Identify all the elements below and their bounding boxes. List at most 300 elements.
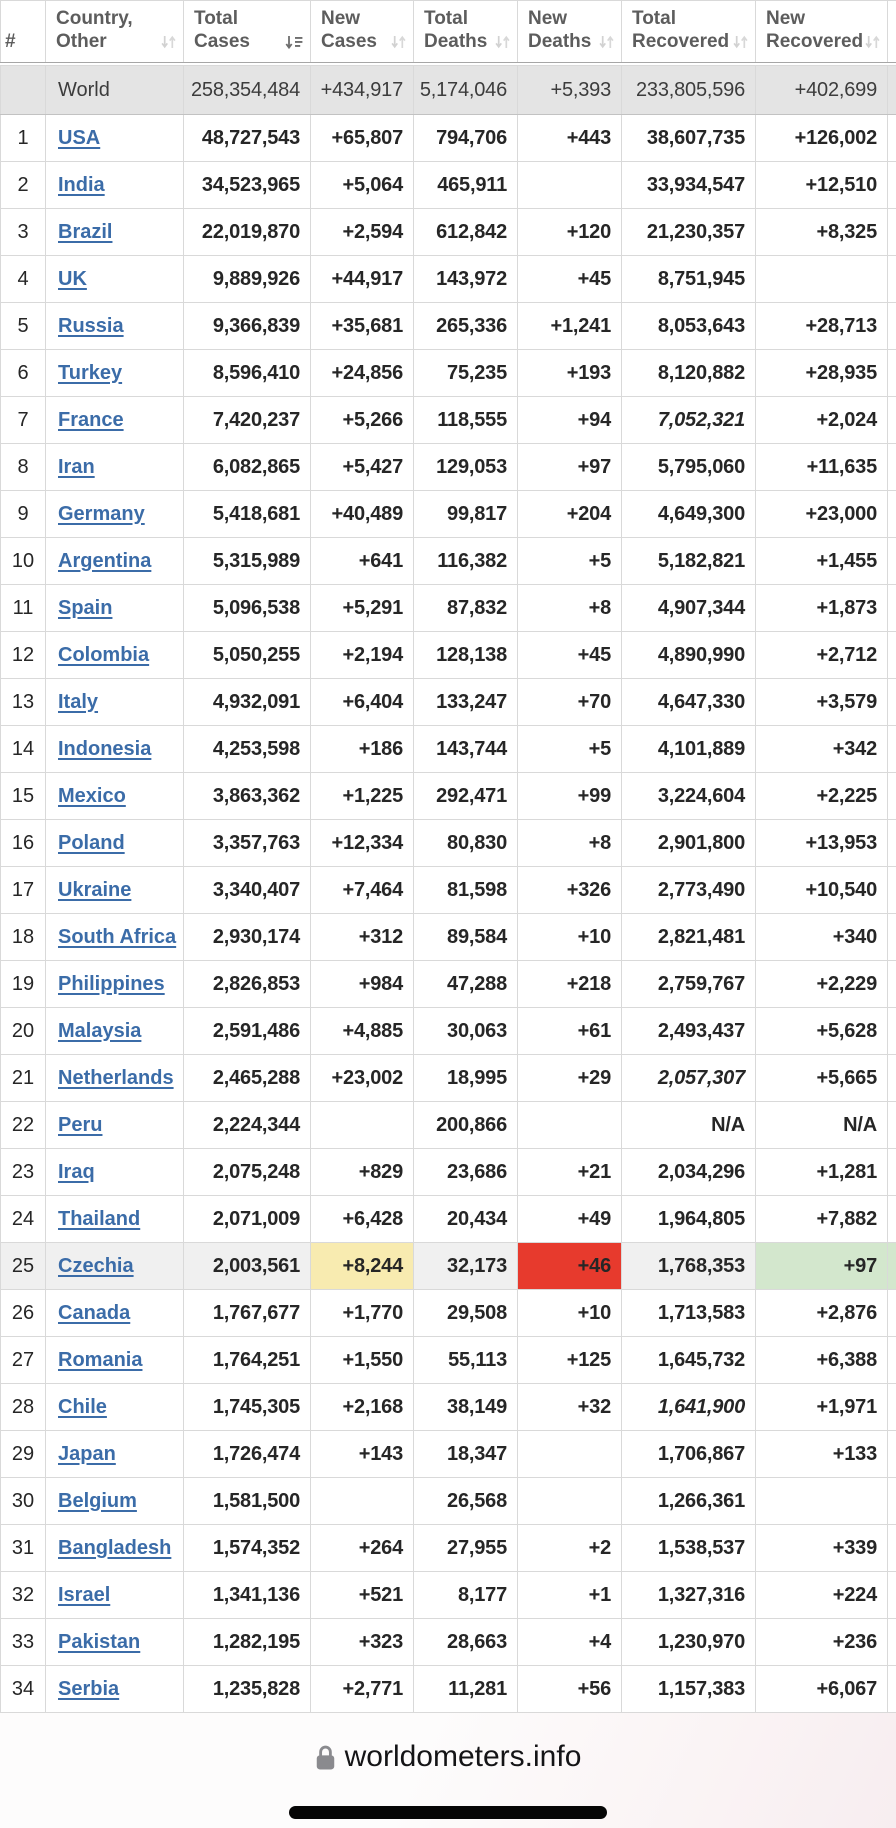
country-cell: [46, 585, 184, 632]
rank-cell: 13: [1, 679, 46, 726]
country-link[interactable]: Malaysia: [58, 1019, 142, 1042]
country-link[interactable]: Italy: [58, 690, 99, 713]
table-row: [1, 1619, 896, 1666]
table-row: [1, 397, 896, 444]
total-recovered-cell: 4,907,344: [622, 585, 756, 632]
world-total-section: [1, 63, 896, 115]
table-row: [1, 914, 896, 961]
country-cell: [46, 66, 184, 115]
total-cases-cell: 4,253,598: [184, 726, 311, 773]
edge-strip-cell: [888, 1290, 896, 1337]
country-link[interactable]: South Africa: [58, 925, 177, 948]
country-link[interactable]: Czechia: [58, 1254, 134, 1277]
total-recovered-cell: 1,706,867: [622, 1431, 756, 1478]
country-link[interactable]: Bangladesh: [58, 1536, 172, 1559]
total-deaths-cell: 55,113: [414, 1337, 518, 1384]
rank-cell: 34: [1, 1666, 46, 1713]
country-link[interactable]: Serbia: [58, 1677, 120, 1700]
country-rows-section: [1, 115, 896, 1713]
country-cell: [46, 1666, 184, 1713]
table-row: [1, 444, 896, 491]
new-recovered-cell: +2,024: [756, 397, 888, 444]
edge-strip-cell: [888, 867, 896, 914]
sort-toggle-icon[interactable]: [732, 34, 749, 50]
new-cases-cell: +521: [311, 1572, 414, 1619]
total-deaths-cell: 18,995: [414, 1055, 518, 1102]
country-link[interactable]: Brazil: [58, 220, 113, 243]
new-cases-cell: [311, 1102, 414, 1149]
new-cases-cell: +44,917: [311, 256, 414, 303]
total-cases-cell: 3,357,763: [184, 820, 311, 867]
country-cell: [46, 1196, 184, 1243]
total-deaths-cell: 128,138: [414, 632, 518, 679]
country-link[interactable]: Colombia: [58, 643, 150, 666]
edge-strip-cell: [888, 397, 896, 444]
rank-cell: 20: [1, 1008, 46, 1055]
edge-strip-cell: [888, 914, 896, 961]
column-header[interactable]: Country, Other: [46, 1, 184, 63]
edge-strip-cell: [888, 303, 896, 350]
country-cell: [46, 1572, 184, 1619]
new-deaths-cell: +99: [518, 773, 622, 820]
table-row: [1, 303, 896, 350]
rank-cell: 29: [1, 1431, 46, 1478]
new-cases-cell: +5,064: [311, 162, 414, 209]
new-cases-cell: +434,917: [311, 66, 414, 115]
new-recovered-cell: +1,455: [756, 538, 888, 585]
table-row: [1, 162, 896, 209]
rank-cell: 18: [1, 914, 46, 961]
new-recovered-cell: +10,540: [756, 867, 888, 914]
total-cases-cell: 3,340,407: [184, 867, 311, 914]
table-row: [1, 115, 896, 162]
total-recovered-cell: 1,768,353: [622, 1243, 756, 1290]
table-header: [1, 1, 896, 63]
url-bar[interactable]: [315, 1740, 582, 1774]
edge-strip-cell: [888, 1431, 896, 1478]
new-deaths-cell: +2: [518, 1525, 622, 1572]
new-recovered-cell: +2,712: [756, 632, 888, 679]
total-recovered-cell: 8,120,882: [622, 350, 756, 397]
column-header[interactable]: Total Deaths: [414, 1, 518, 63]
total-cases-cell: 2,826,853: [184, 961, 311, 1008]
rank-cell: [1, 66, 46, 115]
country-link[interactable]: Iran: [58, 455, 95, 478]
table-row: [1, 1149, 896, 1196]
sort-toggle-icon[interactable]: [160, 34, 177, 50]
total-deaths-cell: 27,955: [414, 1525, 518, 1572]
edge-strip-cell: [888, 1384, 896, 1431]
sort-toggle-icon[interactable]: [494, 34, 511, 50]
rank-cell: 5: [1, 303, 46, 350]
total-recovered-cell: 5,795,060: [622, 444, 756, 491]
new-cases-cell: +2,194: [311, 632, 414, 679]
total-cases-cell: 3,863,362: [184, 773, 311, 820]
rank-cell: 27: [1, 1337, 46, 1384]
edge-strip-cell: [888, 820, 896, 867]
country-link[interactable]: Romania: [58, 1348, 143, 1371]
total-deaths-cell: 5,174,046: [414, 66, 518, 115]
total-deaths-cell: 29,508: [414, 1290, 518, 1337]
new-deaths-cell: +10: [518, 914, 622, 961]
edge-strip-cell: [888, 1243, 896, 1290]
new-deaths-cell: +1: [518, 1572, 622, 1619]
new-recovered-cell: +402,699: [756, 66, 888, 115]
edge-strip-cell: [888, 444, 896, 491]
new-cases-cell: +40,489: [311, 491, 414, 538]
total-deaths-cell: 38,149: [414, 1384, 518, 1431]
edge-strip-cell: [888, 1666, 896, 1713]
country-link[interactable]: Spain: [58, 596, 113, 619]
new-deaths-cell: +8: [518, 585, 622, 632]
table-row: [1, 1572, 896, 1619]
new-recovered-cell: +28,935: [756, 350, 888, 397]
total-recovered-cell: 1,230,970: [622, 1619, 756, 1666]
total-recovered-cell: 1,266,361: [622, 1478, 756, 1525]
country-link[interactable]: India: [58, 173, 105, 196]
home-indicator[interactable]: [289, 1806, 607, 1819]
country-link[interactable]: Russia: [58, 314, 124, 337]
new-deaths-cell: +32: [518, 1384, 622, 1431]
new-recovered-cell: +6,388: [756, 1337, 888, 1384]
rank-cell: 28: [1, 1384, 46, 1431]
rank-cell: 30: [1, 1478, 46, 1525]
new-recovered-cell: [756, 1478, 888, 1525]
total-cases-cell: 5,418,681: [184, 491, 311, 538]
country-link[interactable]: Mexico: [58, 784, 126, 807]
country-link[interactable]: Israel: [58, 1583, 111, 1606]
country-cell: [46, 1478, 184, 1525]
world-total-row: [1, 66, 896, 115]
country-cell: [46, 914, 184, 961]
new-recovered-cell: +126,002: [756, 115, 888, 162]
new-deaths-cell: +5: [518, 726, 622, 773]
new-cases-cell: +1,770: [311, 1290, 414, 1337]
rank-cell: 32: [1, 1572, 46, 1619]
country-link[interactable]: Germany: [58, 502, 145, 525]
country-link[interactable]: Pakistan: [58, 1630, 141, 1653]
table-row: [1, 538, 896, 585]
rank-cell: 24: [1, 1196, 46, 1243]
country-cell: [46, 1525, 184, 1572]
total-cases-cell: 5,096,538: [184, 585, 311, 632]
new-cases-cell: +24,856: [311, 350, 414, 397]
new-recovered-cell: +340: [756, 914, 888, 961]
total-deaths-cell: 143,972: [414, 256, 518, 303]
total-recovered-cell: 2,493,437: [622, 1008, 756, 1055]
total-cases-cell: 1,764,251: [184, 1337, 311, 1384]
rank-cell: 16: [1, 820, 46, 867]
country-cell: [46, 1243, 184, 1290]
new-cases-cell: +6,428: [311, 1196, 414, 1243]
new-deaths-cell: +193: [518, 350, 622, 397]
edge-strip-cell: [888, 1102, 896, 1149]
new-recovered-cell: +8,325: [756, 209, 888, 256]
rank-cell: 9: [1, 491, 46, 538]
new-recovered-cell: +11,635: [756, 444, 888, 491]
edge-strip-cell: [888, 1478, 896, 1525]
total-deaths-cell: 87,832: [414, 585, 518, 632]
total-cases-cell: 9,889,926: [184, 256, 311, 303]
column-header[interactable]: New Recovered: [756, 1, 888, 63]
new-deaths-cell: +204: [518, 491, 622, 538]
table-row: [1, 256, 896, 303]
total-deaths-cell: 89,584: [414, 914, 518, 961]
country-cell: [46, 1337, 184, 1384]
table-row: [1, 1196, 896, 1243]
country-link[interactable]: France: [58, 408, 124, 431]
new-recovered-cell: +28,713: [756, 303, 888, 350]
total-recovered-cell: 7,052,321: [622, 397, 756, 444]
new-deaths-cell: +10: [518, 1290, 622, 1337]
total-recovered-cell: N/A: [622, 1102, 756, 1149]
new-recovered-cell: +224: [756, 1572, 888, 1619]
edge-strip-cell: [888, 209, 896, 256]
total-cases-cell: 1,767,677: [184, 1290, 311, 1337]
new-recovered-cell: +1,873: [756, 585, 888, 632]
new-deaths-cell: +1,241: [518, 303, 622, 350]
total-recovered-cell: 4,649,300: [622, 491, 756, 538]
edge-strip-cell: [888, 585, 896, 632]
total-recovered-cell: 4,890,990: [622, 632, 756, 679]
new-cases-cell: +1,225: [311, 773, 414, 820]
country-link[interactable]: Argentina: [58, 549, 152, 572]
country-cell: [46, 1290, 184, 1337]
edge-strip-cell: [888, 1008, 896, 1055]
edge-strip-cell: [888, 1055, 896, 1102]
new-cases-cell: +829: [311, 1149, 414, 1196]
total-recovered-cell: 38,607,735: [622, 115, 756, 162]
table-row: [1, 1055, 896, 1102]
table-row: [1, 491, 896, 538]
column-header[interactable]: Total Recovered: [622, 1, 756, 63]
total-deaths-cell: 465,911: [414, 162, 518, 209]
total-cases-cell: 22,019,870: [184, 209, 311, 256]
country-cell: [46, 961, 184, 1008]
new-recovered-cell: +97: [756, 1243, 888, 1290]
new-cases-cell: +186: [311, 726, 414, 773]
new-cases-cell: +641: [311, 538, 414, 585]
new-recovered-cell: N/A: [756, 1102, 888, 1149]
table-row: [1, 1008, 896, 1055]
new-deaths-cell: +97: [518, 444, 622, 491]
total-recovered-cell: 1,641,900: [622, 1384, 756, 1431]
table-row: [1, 209, 896, 256]
total-cases-cell: 2,224,344: [184, 1102, 311, 1149]
new-cases-cell: +6,404: [311, 679, 414, 726]
country-cell: [46, 209, 184, 256]
new-cases-cell: [311, 1478, 414, 1525]
total-cases-cell: 8,596,410: [184, 350, 311, 397]
table-row: [1, 726, 896, 773]
total-deaths-cell: 99,817: [414, 491, 518, 538]
table-row: [1, 632, 896, 679]
country-link[interactable]: Chile: [58, 1395, 107, 1418]
total-deaths-cell: 11,281: [414, 1666, 518, 1713]
country-link[interactable]: Philippines: [58, 972, 165, 995]
total-cases-cell: 34,523,965: [184, 162, 311, 209]
new-cases-cell: +7,464: [311, 867, 414, 914]
new-cases-cell: +5,291: [311, 585, 414, 632]
country-cell: [46, 1384, 184, 1431]
new-recovered-cell: +1,971: [756, 1384, 888, 1431]
country-cell: [46, 162, 184, 209]
new-deaths-cell: +29: [518, 1055, 622, 1102]
total-cases-cell: 6,082,865: [184, 444, 311, 491]
country-link[interactable]: USA: [58, 126, 101, 149]
rank-cell: 2: [1, 162, 46, 209]
table-row: [1, 1478, 896, 1525]
new-deaths-cell: [518, 1431, 622, 1478]
edge-strip-cell: [888, 491, 896, 538]
country-link[interactable]: Netherlands: [58, 1066, 174, 1089]
sort-toggle-icon[interactable]: [864, 34, 881, 50]
sort-active-icon[interactable]: [284, 34, 304, 50]
total-recovered-cell: 4,647,330: [622, 679, 756, 726]
new-deaths-cell: +443: [518, 115, 622, 162]
country-link[interactable]: Poland: [58, 831, 125, 854]
total-cases-cell: 7,420,237: [184, 397, 311, 444]
table-row: [1, 961, 896, 1008]
country-cell: [46, 491, 184, 538]
country-link[interactable]: Iraq: [58, 1160, 95, 1183]
table-row: [1, 773, 896, 820]
new-cases-cell: +143: [311, 1431, 414, 1478]
country-cell: [46, 1008, 184, 1055]
total-cases-cell: 2,591,486: [184, 1008, 311, 1055]
rank-cell: 8: [1, 444, 46, 491]
rank-cell: 25: [1, 1243, 46, 1290]
edge-strip-cell: [888, 538, 896, 585]
edge-strip-cell: [888, 1619, 896, 1666]
rank-cell: 31: [1, 1525, 46, 1572]
total-deaths-cell: 20,434: [414, 1196, 518, 1243]
country-link[interactable]: UK: [58, 267, 87, 290]
total-recovered-cell: 1,157,383: [622, 1666, 756, 1713]
total-cases-cell: 2,930,174: [184, 914, 311, 961]
rank-cell: 23: [1, 1149, 46, 1196]
total-deaths-cell: 143,744: [414, 726, 518, 773]
browser-bottom-bar: [0, 1713, 896, 1828]
country-link[interactable]: Canada: [58, 1301, 131, 1324]
new-recovered-cell: [756, 256, 888, 303]
new-cases-cell: +5,266: [311, 397, 414, 444]
edge-strip-cell: [888, 679, 896, 726]
total-recovered-cell: 3,224,604: [622, 773, 756, 820]
country-cell: [46, 820, 184, 867]
total-deaths-cell: 28,663: [414, 1619, 518, 1666]
new-deaths-cell: +326: [518, 867, 622, 914]
rank-cell: 10: [1, 538, 46, 585]
edge-strip-cell: [888, 350, 896, 397]
new-deaths-cell: +120: [518, 209, 622, 256]
country-link[interactable]: Ukraine: [58, 878, 132, 901]
new-deaths-cell: +125: [518, 1337, 622, 1384]
country-link[interactable]: Peru: [58, 1113, 103, 1136]
total-deaths-cell: 26,568: [414, 1478, 518, 1525]
new-cases-cell: +2,594: [311, 209, 414, 256]
new-recovered-cell: +7,882: [756, 1196, 888, 1243]
column-header[interactable]: New Cases: [311, 1, 414, 63]
country-cell: [46, 115, 184, 162]
column-header[interactable]: New Deaths: [518, 1, 622, 63]
edge-strip-cell: [888, 66, 896, 115]
new-cases-cell: +4,885: [311, 1008, 414, 1055]
new-deaths-cell: +5,393: [518, 66, 622, 115]
total-recovered-cell: 1,645,732: [622, 1337, 756, 1384]
new-deaths-cell: +94: [518, 397, 622, 444]
country-link[interactable]: Belgium: [58, 1489, 137, 1512]
new-recovered-cell: +1,281: [756, 1149, 888, 1196]
total-deaths-cell: 23,686: [414, 1149, 518, 1196]
country-link[interactable]: Japan: [58, 1442, 116, 1465]
url-domain-text: worldometers.info: [344, 1740, 582, 1773]
edge-strip-cell: [888, 726, 896, 773]
new-deaths-cell: +56: [518, 1666, 622, 1713]
sort-toggle-icon[interactable]: [390, 34, 407, 50]
new-recovered-cell: +339: [756, 1525, 888, 1572]
total-deaths-cell: 200,866: [414, 1102, 518, 1149]
new-cases-cell: +2,771: [311, 1666, 414, 1713]
table-row: [1, 1102, 896, 1149]
new-cases-cell: +65,807: [311, 115, 414, 162]
country-cell: [46, 679, 184, 726]
total-recovered-cell: 2,034,296: [622, 1149, 756, 1196]
edge-strip-cell: [888, 1149, 896, 1196]
total-cases-cell: 2,465,288: [184, 1055, 311, 1102]
new-recovered-cell: +2,229: [756, 961, 888, 1008]
total-deaths-cell: 116,382: [414, 538, 518, 585]
total-deaths-cell: 81,598: [414, 867, 518, 914]
total-deaths-cell: 32,173: [414, 1243, 518, 1290]
total-cases-cell: 2,003,561: [184, 1243, 311, 1290]
total-recovered-cell: 8,053,643: [622, 303, 756, 350]
total-cases-cell: 2,075,248: [184, 1149, 311, 1196]
rank-cell: 19: [1, 961, 46, 1008]
column-header[interactable]: Total Cases: [184, 1, 311, 63]
table-row: [1, 1525, 896, 1572]
edge-strip-cell: [888, 1525, 896, 1572]
country-cell: [46, 444, 184, 491]
country-link[interactable]: Thailand: [58, 1207, 141, 1230]
lock-icon: [315, 1744, 336, 1771]
column-header: [888, 1, 896, 63]
country-link[interactable]: Indonesia: [58, 737, 152, 760]
total-deaths-cell: 133,247: [414, 679, 518, 726]
country-cell: [46, 773, 184, 820]
total-cases-cell: 1,581,500: [184, 1478, 311, 1525]
rank-cell: 26: [1, 1290, 46, 1337]
total-cases-cell: 1,341,136: [184, 1572, 311, 1619]
total-recovered-cell: 2,821,481: [622, 914, 756, 961]
total-deaths-cell: 265,336: [414, 303, 518, 350]
sort-toggle-icon[interactable]: [598, 34, 615, 50]
country-link[interactable]: Turkey: [58, 361, 123, 384]
new-deaths-cell: +45: [518, 632, 622, 679]
table-row: [1, 1431, 896, 1478]
table-row: [1, 1337, 896, 1384]
total-cases-cell: 48,727,543: [184, 115, 311, 162]
country-cell: [46, 397, 184, 444]
total-deaths-cell: 18,347: [414, 1431, 518, 1478]
edge-strip-cell: [888, 1196, 896, 1243]
table-row: [1, 585, 896, 632]
edge-strip-cell: [888, 115, 896, 162]
new-deaths-cell: +218: [518, 961, 622, 1008]
new-cases-cell: +2,168: [311, 1384, 414, 1431]
new-deaths-cell: +5: [518, 538, 622, 585]
total-deaths-cell: 794,706: [414, 115, 518, 162]
